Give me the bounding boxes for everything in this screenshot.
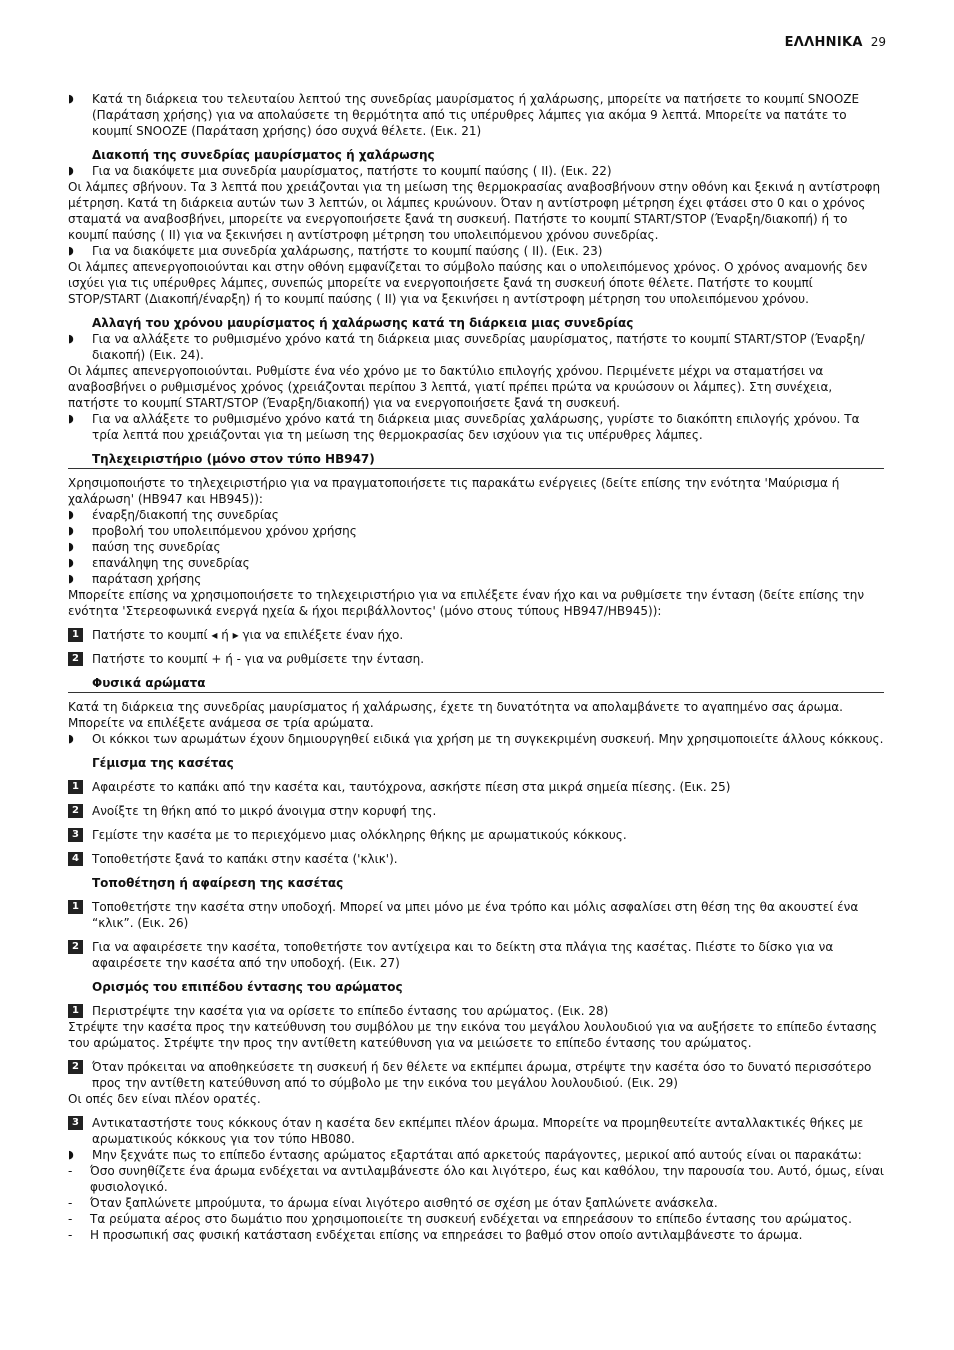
triangle-bullet-icon: ◗ xyxy=(68,332,74,345)
subheading: Τοποθέτηση ή αφαίρεση της κασέτας xyxy=(92,876,344,890)
triangle-bullet-icon: ◗ xyxy=(68,1148,74,1161)
step-text: Αντικαταστήστε τους κόκκους όταν η κασέτα δεν εκπέμπει πλέον άρωμα. Μπορείτε να προμηθευτείτε ανταλλακτικές θήκες με αρωματικούς κόκκους για τον τύπο HB080. xyxy=(92,1116,864,1146)
step-number-box: 2 xyxy=(68,652,83,666)
bullet-text: παράταση χρήσης xyxy=(92,572,202,586)
section-heading: Τηλεχειριστήριο (μόνο στον τύπο HB947) xyxy=(68,451,884,469)
step-number-box: 2 xyxy=(68,940,83,954)
dash-icon: - xyxy=(68,1164,73,1178)
step-text: Πατήστε το κουμπί ◂ ή ▸ για να επιλέξετε έναν ήχο. xyxy=(92,628,404,642)
step-text: Τοποθετήστε ξανά το καπάκι στην κασέτα ('κλικ'). xyxy=(92,852,398,866)
dash-item xyxy=(68,1195,884,1211)
step-number-box: 1 xyxy=(68,900,83,914)
bullet-item xyxy=(68,91,884,139)
step-number-box: 4 xyxy=(68,852,83,866)
paragraph: Οι λάμπες απενεργοποιούνται και στην οθόνη εμφανίζεται το σύμβολο παύσης και ο υπολειπόμενος χρόνος. Ο χρόνος αναμονής δεν ισχύει για τις υπέρυθρες λάμπες, συνεπώς μπορείτε να ενεργοποιήσετε ξανά τη συσκευή όποτε θέλετε. Πατήστε το κουμπί STOP/START (Διακοπή/έναρξη) ή το κουμπί παύσης ( II) για να ξεκινήσει η αντίστροφη μέτρηση του υπολειπόμενου χρόνου. xyxy=(68,260,868,306)
subheading: Ορισμός του επιπέδου έντασης του αρώματος xyxy=(92,980,403,994)
bullet-text: Μην ξεχνάτε πως το επίπεδο έντασης αρώματος εξαρτάται από αρκετούς παράγοντες, μερικοί από αυτούς είναι οι παρακάτω: xyxy=(92,1148,862,1162)
bullet-item xyxy=(68,411,884,443)
numbered-step xyxy=(68,939,884,971)
triangle-bullet-icon: ◗ xyxy=(68,412,74,425)
triangle-bullet-icon: ◗ xyxy=(68,524,74,537)
paragraph: Οι λάμπες απενεργοποιούνται. Ρυθμίστε ένα νέο χρόνο με το δακτύλιο επιλογής χρόνου. Περιμένετε μέχρι να σταματήσει να αναβοσβήνει ο ρυθμισμένος χρόνος (χρειάζονται περίπου 3 λεπτά, γιατί πρέπει πρώτα να κρυώσουν οι λάμπες). Στη συνέχεια, πατήστε το κουμπί START/STOP (Έναρξη/διακοπή) για να ενεργοποιήσετε ξανά τη συσκευή. xyxy=(68,364,833,410)
step-number-box: 2 xyxy=(68,804,83,818)
triangle-bullet-icon: ◗ xyxy=(68,508,74,521)
step-text: Όταν πρόκειται να αποθηκεύσετε τη συσκευή ή δεν θέλετε να εκπέμπει άρωμα, στρέψτε την κασέτα όσο το δυνατό περισσότερο προς την αντίθετη κατεύθυνση από το σύμβολο με την εικόνα του μεγάλου λουλουδιού. (Εικ. 29) xyxy=(92,1060,872,1090)
bullet-item xyxy=(68,507,884,523)
bullet-text: έναρξη/διακοπή της συνεδρίας xyxy=(92,508,279,522)
triangle-bullet-icon: ◗ xyxy=(68,164,74,177)
dash-item xyxy=(68,1163,884,1195)
step-text: Γεμίστε την κασέτα με το περιεχόμενο μιας ολόκληρης θήκης με αρωματικούς κόκκους. xyxy=(92,828,627,842)
triangle-bullet-icon: ◗ xyxy=(68,540,74,553)
step-text: Πατήστε το κουμπί + ή - για να ρυθμίσετε την ένταση. xyxy=(92,652,425,666)
step-number-box: 1 xyxy=(68,780,83,794)
paragraph: Κατά τη διάρκεια της συνεδρίας μαυρίσματος ή χαλάρωσης, έχετε τη δυνατότητα να απολαμβάνετε το αγαπημένο σας άρωμα. Μπορείτε να επιλέξετε ανάμεσα σε τρία αρώματα. xyxy=(68,700,843,730)
bullet-item xyxy=(68,163,884,179)
dash-item xyxy=(68,1211,884,1227)
step-number-box: 2 xyxy=(68,1060,83,1074)
bullet-text: Για να διακόψετε μια συνεδρία μαυρίσματος, πατήστε το κουμπί παύσης ( II). (Εικ. 22) xyxy=(92,164,612,178)
bullet-item xyxy=(68,571,884,587)
dash-item xyxy=(68,1227,884,1243)
bullet-text: παύση της συνεδρίας xyxy=(92,540,221,554)
dash-icon: - xyxy=(68,1196,73,1210)
language-label: ΕΛΛΗΝΙΚΑ xyxy=(784,35,863,50)
step-text: Ανοίξτε τη θήκη από το μικρό άνοιγμα στην κορυφή της. xyxy=(92,804,437,818)
numbered-step xyxy=(68,1003,884,1019)
triangle-bullet-icon: ◗ xyxy=(68,732,74,745)
subheading: Γέμισμα της κασέτας xyxy=(92,756,234,770)
numbered-step xyxy=(68,779,884,795)
bullet-text: προβολή του υπολειπόμενου χρόνου χρήσης xyxy=(92,524,357,538)
numbered-step xyxy=(68,827,884,843)
bullet-item xyxy=(68,555,884,571)
step-text: Για να αφαιρέσετε την κασέτα, τοποθετήστε τον αντίχειρα και το δείκτη στα πλάγια της κασέτας. Πιέστε το δίσκο για να αφαιρέσετε την κασέτα από την υποδοχή. (Εικ. 27) xyxy=(92,940,834,970)
step-text: Αφαιρέστε το καπάκι από την κασέτα και, ταυτόχρονα, ασκήστε πίεση στα μικρά σημεία πίεσης. (Εικ. 25) xyxy=(92,780,731,794)
paragraph: Χρησιμοποιήστε το τηλεχειριστήριο για να πραγματοποιήσετε τις παρακάτω ενέργειες (δείτε επίσης την ενότητα 'Μαύρισμα ή χαλάρωση' (HB947 και HB945)): xyxy=(68,476,840,506)
page-content xyxy=(68,91,884,1243)
step-text: Τοποθετήστε την κασέτα στην υποδοχή. Μπορεί να μπει μόνο με ένα τρόπο και μόλις ασφαλίσει στη θέση της θα ακουστεί ένα “κλικ”. (Εικ. 26) xyxy=(92,900,859,930)
bullet-text: Για να αλλάξετε το ρυθμισμένο χρόνο κατά τη διάρκεια μιας συνεδρίας μαυρίσματος, πατήστε το κουμπί START/STOP (Έναρξη/διακοπή) (Εικ. 24). xyxy=(92,332,865,362)
triangle-bullet-icon: ◗ xyxy=(68,572,74,585)
bullet-item xyxy=(68,731,884,747)
triangle-bullet-icon: ◗ xyxy=(68,556,74,569)
bullet-text: Για να αλλάξετε το ρυθμισμένο χρόνο κατά τη διάρκεια μιας συνεδρίας χαλάρωσης, γυρίστε το διακόπτη επιλογής χρόνου. Τα τρία λεπτά που χρειάζονται για τη μείωση της θερμοκρασίας δεν ισχύουν για τις υπέρυθρες λάμπες. xyxy=(92,412,860,442)
paragraph: Οι οπές δεν είναι πλέον ορατές. xyxy=(68,1092,261,1106)
dash-text: Τα ρεύματα αέρος στο δωμάτιο που χρησιμοποιείτε τη συσκευή ενδέχεται να επηρεάσουν το επίπεδο έντασης του αρώματος. xyxy=(90,1212,852,1226)
numbered-step xyxy=(68,627,884,643)
bullet-item xyxy=(68,539,884,555)
dash-icon: - xyxy=(68,1228,73,1242)
step-number-box: 1 xyxy=(68,1004,83,1018)
step-number-box: 3 xyxy=(68,828,83,842)
paragraph: Στρέψτε την κασέτα προς την κατεύθυνση του συμβόλου με την εικόνα του μεγάλου λουλουδιού για να αυξήσετε το επίπεδο έντασης του αρώματος. Στρέψτε την προς την αντίθετη κατεύθυνση για να μειώσετε το επίπεδο έντασης του αρώματος. xyxy=(68,1020,878,1050)
bullet-text: Οι κόκκοι των αρωμάτων έχουν δημιουργηθεί ειδικά για χρήση με τη συγκεκριμένη συσκευή. Μην χρησιμοποιείτε άλλους κόκκους. xyxy=(92,732,884,746)
triangle-bullet-icon: ◗ xyxy=(68,244,74,257)
step-number-box: 3 xyxy=(68,1116,83,1130)
subheading: Αλλαγή του χρόνου μαυρίσματος ή χαλάρωσης κατά τη διάρκεια μιας συνεδρίας xyxy=(92,316,634,330)
section-heading: Φυσικά αρώματα xyxy=(68,675,884,693)
step-number-box: 1 xyxy=(68,628,83,642)
numbered-step xyxy=(68,651,884,667)
page-header xyxy=(785,34,886,51)
dash-text: Η προσωπική σας φυσική κατάσταση ενδέχεται επίσης να επηρεάσει το βαθμό στον οποίο αντιλαμβάνεστε το άρωμα. xyxy=(90,1228,803,1242)
numbered-step xyxy=(68,803,884,819)
dash-text: Όταν ξαπλώνετε μπρούμυτα, το άρωμα είναι λιγότερο αισθητό σε σχέση με όταν ξαπλώνετε ανάσκελα. xyxy=(90,1196,718,1210)
bullet-text: επανάληψη της συνεδρίας xyxy=(92,556,250,570)
numbered-step xyxy=(68,1059,884,1091)
triangle-bullet-icon: ◗ xyxy=(68,92,74,105)
bullet-item xyxy=(68,331,884,363)
dash-icon: - xyxy=(68,1212,73,1226)
numbered-step xyxy=(68,851,884,867)
bullet-item xyxy=(68,243,884,259)
page-number: 29 xyxy=(870,35,886,49)
paragraph: Οι λάμπες σβήνουν. Τα 3 λεπτά που χρειάζονται για τη μείωση της θερμοκρασίας αναβοσβήνουν στην οθόνη και ξεκινά η αντίστροφη μέτρηση. Κατά τη διάρκεια αυτών των 3 λεπτών, οι λάμπες κρυώνουν. Όταν η αντίστροφη μέτρηση έχει φτάσει στο 0 και ο χρόνος σταματά να αναβοσβήνει, μπορείτε να ενεργοποιήσετε ξανά τη συσκευή. Πατήστε το κουμπί START/STOP (Έναρξη/διακοπή) ή το κουμπί παύσης ( II) για να ξεκινήσει η αντίστροφη μέτρηση του υπολειπόμενου χρόνου συνεδρίας. xyxy=(68,180,881,242)
bullet-text: Κατά τη διάρκεια του τελευταίου λεπτού της συνεδρίας μαυρίσματος ή χαλάρωσης, μπορείτε να πατήσετε το κουμπί SNOOZE (Παράταση χρήσης) για να απολαύσετε τη θερμότητα από τις υπέρυθρες λάμπες για ακόμα 9 λεπτά. Μπορείτε να πατάτε το κουμπί SNOOZE (Παράταση χρήσης) όσο συχνά θέλετε. (Εικ. 21) xyxy=(92,92,860,138)
dash-text: Όσο συνηθίζετε ένα άρωμα ενδέχεται να αντιλαμβάνεστε όλο και λιγότερο, έως και καθόλου, την παρουσία του. Αυτό, όμως, είναι φυσιολογικό. xyxy=(90,1164,884,1194)
subheading: Διακοπή της συνεδρίας μαυρίσματος ή χαλάρωσης xyxy=(92,148,435,162)
step-text: Περιστρέψτε την κασέτα για να ορίσετε το επίπεδο έντασης του αρώματος. (Εικ. 28) xyxy=(92,1004,609,1018)
numbered-step xyxy=(68,899,884,931)
bullet-item xyxy=(68,1147,884,1163)
paragraph: Μπορείτε επίσης να χρησιμοποιήσετε το τηλεχειριστήριο για να επιλέξετε έναν ήχο και να ρυθμίσετε την ένταση (δείτε επίσης την ενότητα 'Στερεοφωνικά ενεργά ηχεία & ήχοι περιβάλλοντος' (μόνο στους τύπους HB947/HB945)): xyxy=(68,588,865,618)
numbered-step xyxy=(68,1115,884,1147)
bullet-item xyxy=(68,523,884,539)
bullet-text: Για να διακόψετε μια συνεδρία χαλάρωσης, πατήστε το κουμπί παύσης ( II). (Εικ. 23) xyxy=(92,244,603,258)
